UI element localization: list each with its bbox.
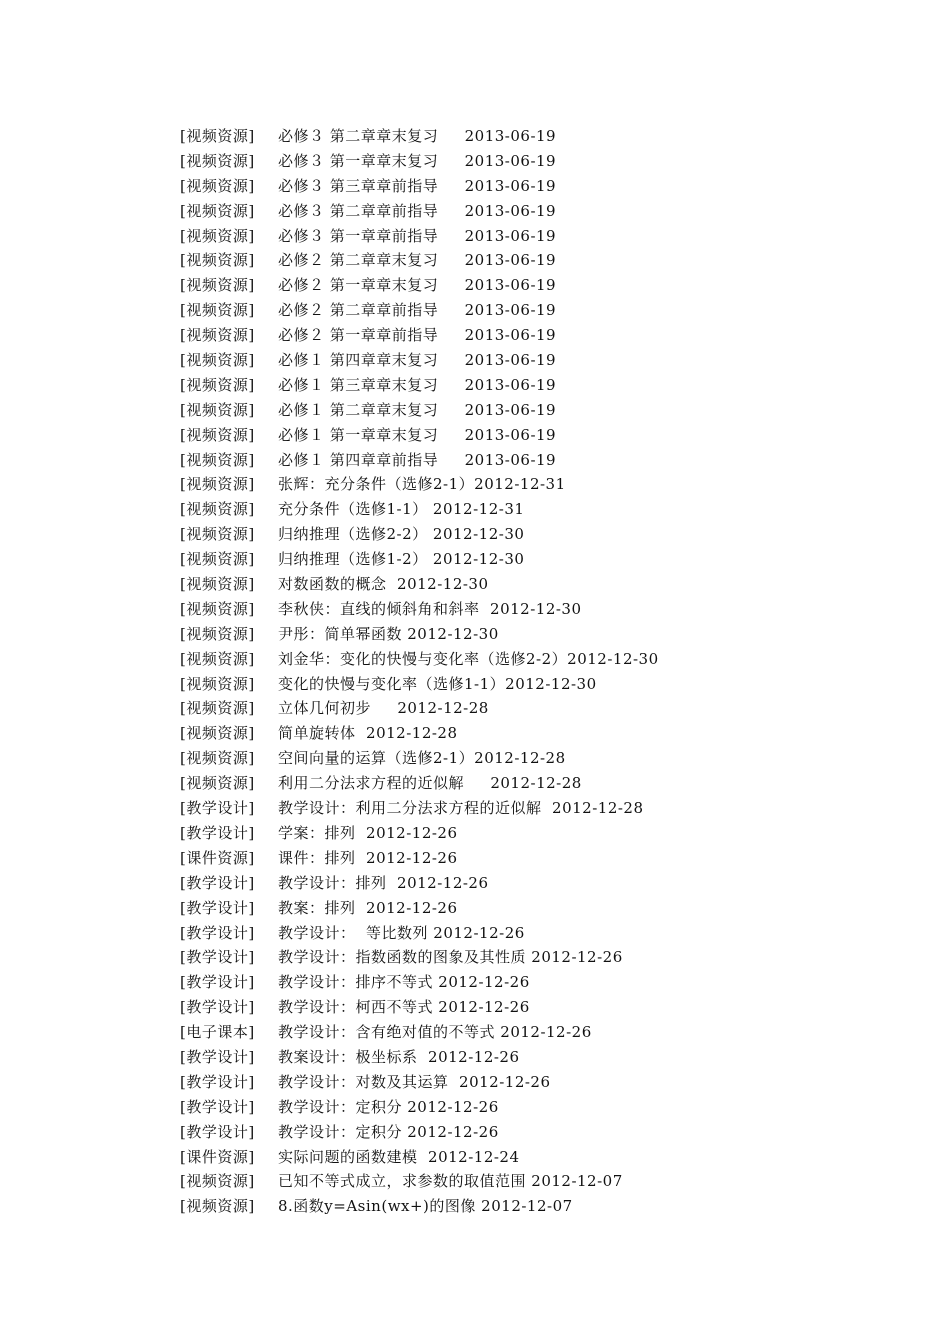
entry-title: 简单旋转体 2012-12-28 — [278, 724, 458, 743]
category-tag: [视频资源] — [180, 276, 255, 295]
list-item — [180, 597, 900, 622]
list-item — [180, 174, 900, 199]
entry-title: 必修３ 第二章章前指导 2013-06-19 — [278, 201, 557, 220]
list-item — [180, 771, 900, 796]
category-tag: [课件资源] — [180, 848, 255, 867]
list-item — [180, 199, 900, 224]
category-tag: [视频资源] — [180, 301, 255, 320]
entry-title: 课件：排列 2012-12-26 — [278, 848, 458, 867]
entry-title: 教学设计：柯西不等式 2012-12-26 — [278, 998, 530, 1017]
list-item — [180, 124, 900, 149]
category-tag: [教学设计] — [180, 1097, 255, 1116]
entry-title: 必修２ 第一章章前指导 2013-06-19 — [278, 326, 557, 345]
list-item — [180, 323, 900, 348]
category-tag: [视频资源] — [180, 525, 255, 544]
list-item — [180, 224, 900, 249]
category-tag: [教学设计] — [180, 948, 255, 967]
category-tag: [视频资源] — [180, 1172, 255, 1191]
category-tag: [视频资源] — [180, 176, 255, 195]
list-item — [180, 149, 900, 174]
list-item — [180, 572, 900, 597]
entry-title: 李秋侠：直线的倾斜角和斜率 2012-12-30 — [278, 599, 582, 618]
entry-title: 刘金华：变化的快慢与变化率（选修2-2）2012-12-30 — [278, 649, 659, 668]
entry-title: 归纳推理（选修2-2） 2012-12-30 — [278, 525, 525, 544]
category-tag: [视频资源] — [180, 351, 255, 370]
list-item — [180, 522, 900, 547]
entry-title: 教学设计：排列 2012-12-26 — [278, 873, 489, 892]
category-tag: [视频资源] — [180, 550, 255, 569]
list-item — [180, 1169, 900, 1194]
category-tag: [视频资源] — [180, 425, 255, 444]
category-tag: [电子课本] — [180, 1023, 255, 1042]
list-item — [180, 896, 900, 921]
resource-list — [180, 124, 900, 1219]
entry-title: 必修１ 第四章章末复习 2013-06-19 — [278, 351, 557, 370]
entry-title: 学案：排列 2012-12-26 — [278, 823, 458, 842]
entry-title: 空间向量的运算（选修2-1）2012-12-28 — [278, 749, 566, 768]
category-tag: [视频资源] — [180, 400, 255, 419]
entry-title: 教学设计：指数函数的图象及其性质 2012-12-26 — [278, 948, 623, 967]
list-item — [180, 398, 900, 423]
list-item — [180, 1145, 900, 1170]
list-item — [180, 1120, 900, 1145]
category-tag: [视频资源] — [180, 699, 255, 718]
entry-title: 对数函数的概念 2012-12-30 — [278, 575, 489, 594]
category-tag: [教学设计] — [180, 973, 255, 992]
list-item — [180, 472, 900, 497]
category-tag: [教学设计] — [180, 823, 255, 842]
category-tag: [视频资源] — [180, 575, 255, 594]
list-item — [180, 1020, 900, 1045]
list-item — [180, 921, 900, 946]
entry-title: 已知不等式成立，求参数的取值范围 2012-12-07 — [278, 1172, 623, 1191]
category-tag: [视频资源] — [180, 599, 255, 618]
list-item — [180, 273, 900, 298]
entry-title: 教学设计：定积分 2012-12-26 — [278, 1097, 499, 1116]
entry-title: 尹彤：简单幂函数 2012-12-30 — [278, 624, 499, 643]
entry-title: 教学设计：利用二分法求方程的近似解 2012-12-28 — [278, 799, 644, 818]
list-item — [180, 721, 900, 746]
entry-title: 利用二分法求方程的近似解 2012-12-28 — [278, 774, 582, 793]
entry-title: 必修３ 第二章章末复习 2013-06-19 — [278, 127, 557, 145]
category-tag: [教学设计] — [180, 873, 255, 892]
entry-title: 必修２ 第二章章前指导 2013-06-19 — [278, 301, 557, 320]
list-item — [180, 746, 900, 771]
category-tag: [视频资源] — [180, 1197, 255, 1216]
list-item — [180, 423, 900, 448]
list-item — [180, 1095, 900, 1120]
category-tag: [视频资源] — [180, 674, 255, 693]
category-tag: [视频资源] — [180, 649, 255, 668]
list-item — [180, 945, 900, 970]
category-tag: [视频资源] — [180, 375, 255, 394]
category-tag: [视频资源] — [180, 151, 255, 170]
category-tag: [视频资源] — [180, 500, 255, 519]
category-tag: [视频资源] — [180, 127, 255, 145]
list-item — [180, 821, 900, 846]
category-tag: [教学设计] — [180, 923, 255, 942]
entry-title: 教案设计：极坐标系 2012-12-26 — [278, 1047, 520, 1066]
entry-title: 教学设计：排序不等式 2012-12-26 — [278, 973, 530, 992]
list-item — [180, 1194, 900, 1219]
entry-title: 必修２ 第一章章末复习 2013-06-19 — [278, 276, 557, 295]
entry-title: 立体几何初步 2012-12-28 — [278, 699, 489, 718]
entry-title: 必修１ 第三章章末复习 2013-06-19 — [278, 375, 557, 394]
entry-title: 必修３ 第一章章前指导 2013-06-19 — [278, 226, 557, 245]
list-item — [180, 1045, 900, 1070]
entry-title: 教案：排列 2012-12-26 — [278, 898, 458, 917]
list-item — [180, 1070, 900, 1095]
entry-title: 教学设计：含有绝对值的不等式 2012-12-26 — [278, 1023, 592, 1042]
entry-title: 必修１ 第一章章末复习 2013-06-19 — [278, 425, 557, 444]
entry-title: 教学设计： 等比数列 2012-12-26 — [278, 923, 525, 942]
list-item — [180, 846, 900, 871]
entry-title: 必修２ 第二章章末复习 2013-06-19 — [278, 251, 557, 270]
category-tag: [教学设计] — [180, 1072, 255, 1091]
category-tag: [教学设计] — [180, 1122, 255, 1141]
category-tag: [视频资源] — [180, 749, 255, 768]
list-item — [180, 448, 900, 473]
list-item — [180, 796, 900, 821]
entry-title: 张辉：充分条件（选修2-1）2012-12-31 — [278, 475, 566, 494]
entry-title: 充分条件（选修1-1） 2012-12-31 — [278, 500, 525, 519]
entry-title: 必修１ 第四章章前指导 2013-06-19 — [278, 450, 557, 469]
category-tag: [教学设计] — [180, 1047, 255, 1066]
list-item — [180, 547, 900, 572]
list-item — [180, 248, 900, 273]
list-item — [180, 647, 900, 672]
entry-title: 8.函数y=Asin(wx+)的图像 2012-12-07 — [278, 1197, 573, 1216]
entry-title: 必修１ 第二章章末复习 2013-06-19 — [278, 400, 557, 419]
list-item — [180, 348, 900, 373]
entry-title: 变化的快慢与变化率（选修1-1）2012-12-30 — [278, 674, 597, 693]
category-tag: [视频资源] — [180, 450, 255, 469]
entry-title: 实际问题的函数建模 2012-12-24 — [278, 1147, 520, 1166]
entry-title: 归纳推理（选修1-2） 2012-12-30 — [278, 550, 525, 569]
list-item — [180, 298, 900, 323]
entry-title: 教学设计：对数及其运算 2012-12-26 — [278, 1072, 551, 1091]
category-tag: [视频资源] — [180, 475, 255, 494]
list-item — [180, 696, 900, 721]
category-tag: [教学设计] — [180, 898, 255, 917]
category-tag: [视频资源] — [180, 326, 255, 345]
entry-title: 必修３ 第三章章前指导 2013-06-19 — [278, 176, 557, 195]
list-item — [180, 622, 900, 647]
list-item — [180, 995, 900, 1020]
category-tag: [视频资源] — [180, 724, 255, 743]
category-tag: [视频资源] — [180, 251, 255, 270]
category-tag: [视频资源] — [180, 201, 255, 220]
category-tag: [教学设计] — [180, 998, 255, 1017]
category-tag: [视频资源] — [180, 226, 255, 245]
category-tag: [视频资源] — [180, 624, 255, 643]
entry-title: 教学设计：定积分 2012-12-26 — [278, 1122, 499, 1141]
list-item — [180, 871, 900, 896]
list-item — [180, 497, 900, 522]
list-item — [180, 672, 900, 697]
category-tag: [视频资源] — [180, 774, 255, 793]
category-tag: [教学设计] — [180, 799, 255, 818]
list-item — [180, 373, 900, 398]
list-item — [180, 970, 900, 995]
category-tag: [课件资源] — [180, 1147, 255, 1166]
entry-title: 必修３ 第一章章末复习 2013-06-19 — [278, 151, 557, 170]
